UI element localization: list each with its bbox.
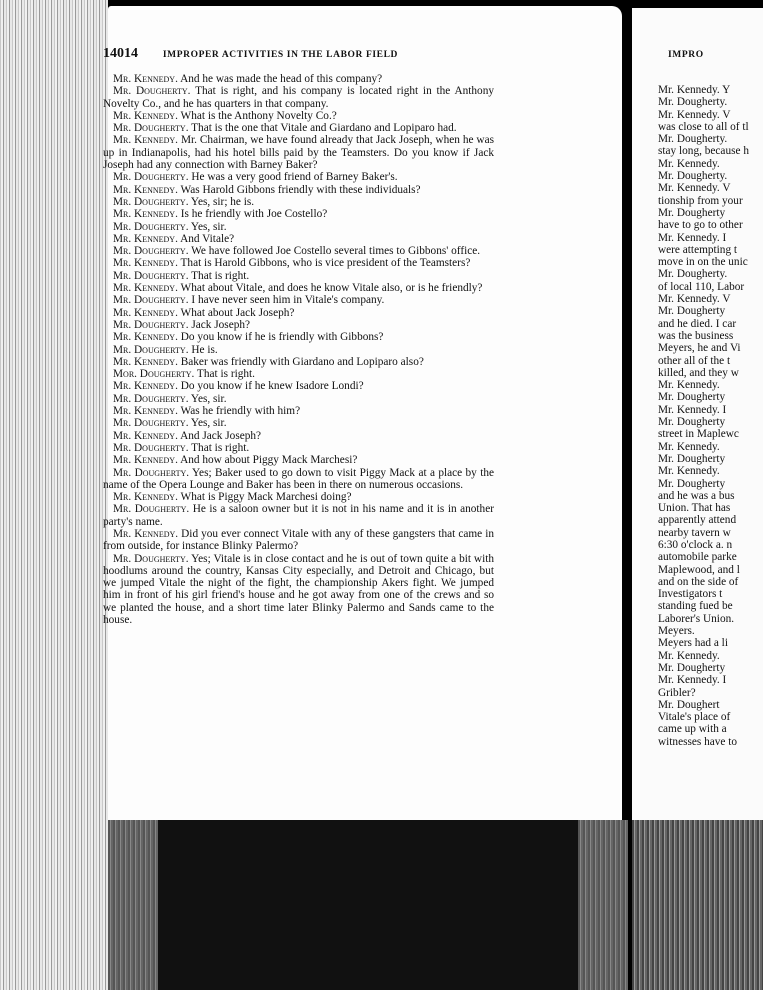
adjacent-line: automobile parke xyxy=(658,551,737,564)
speaker-name: Mr. Kennedy. xyxy=(113,282,178,295)
adjacent-line: Union. That has xyxy=(658,502,731,515)
adjacent-line: and he died. I car xyxy=(658,317,737,330)
speaker-name: Mr. Dougherty. xyxy=(113,318,189,331)
adjacent-line: Mr. Dougherty. xyxy=(658,268,728,281)
speaker-name: Mr. Dougherty. xyxy=(113,503,190,516)
transcript-paragraph xyxy=(103,405,494,417)
adjacent-line: Mr. Kennedy. xyxy=(658,440,720,453)
page-stack-bottom xyxy=(108,820,628,990)
adjacent-line: Mr. Kennedy. I xyxy=(658,231,727,244)
adjacent-line: came up with a xyxy=(658,723,727,736)
speech-text: That is the one that Vitale and Giardano and Lopiparo had. xyxy=(188,122,457,135)
adjacent-line: Meyers had a li xyxy=(658,637,728,650)
speaker-name: Mr. Dougherty. xyxy=(113,269,189,282)
speaker-name: Mr. Dougherty. xyxy=(113,171,189,184)
transcript-paragraph xyxy=(103,307,494,319)
speech-text: That is right. xyxy=(188,441,250,454)
adjacent-line: Meyers, he and Vi xyxy=(658,342,741,355)
speaker-name: Mr. Kennedy. xyxy=(113,134,179,147)
adjacent-line: tionship from your xyxy=(658,194,743,207)
transcript-paragraph xyxy=(103,553,494,627)
speaker-name: Mr. Kennedy. xyxy=(113,73,178,85)
speech-text: That is Harold Gibbons, who is vice president of the Teamsters? xyxy=(177,257,471,270)
adjacent-line: was the business xyxy=(658,329,734,342)
speech-text: He was a very good friend of Barney Baker's. xyxy=(188,171,398,184)
transcript-paragraph xyxy=(103,208,494,220)
adjacent-line: Mr. Dougherty. xyxy=(658,133,728,146)
speaker-name: Mr. Kennedy. xyxy=(113,208,178,221)
adjacent-line: and on the side of xyxy=(658,575,739,588)
speaker-name: Mr. Kennedy. xyxy=(113,491,178,504)
speech-text: He is a saloon owner but it is not in his name and it is in another party's name. xyxy=(103,503,494,528)
scan-left-margin xyxy=(0,0,108,990)
transcript-paragraph xyxy=(103,257,494,269)
transcript-paragraph xyxy=(103,331,494,343)
speech-text: Was he friendly with him? xyxy=(177,405,301,418)
speech-text: Mr. Chairman, we have found already that Jack Joseph, when he was up in Indianapolis, had his hotel bills paid by the Teamsters. Do you know if Jack Joseph had any connection with Barney Baker? xyxy=(103,134,494,172)
speech-text: Jack Joseph? xyxy=(188,318,251,331)
adjacent-line: Mr. Doughert xyxy=(658,698,720,711)
speech-text: Yes, sir. xyxy=(188,392,227,405)
transcript-paragraph xyxy=(103,491,494,503)
adjacent-line: street in Maplewc xyxy=(658,428,739,441)
speaker-name: Mr. Dougherty. xyxy=(113,122,189,135)
speech-text: Baker was friendly with Giardano and Lopiparo also? xyxy=(177,355,424,368)
speaker-name: Mr. Kennedy. xyxy=(113,257,178,270)
adjacent-line: move in on the unic xyxy=(658,256,748,269)
speech-text: Yes; Vitale is in close contact and he is out of town quite a bit with hoodlums around the country, Kansas City especially, and Detroit and Chicago, but we jumped Vitale the night of the fight, the championship Akers fight. We jumped him in front of his girl friend's house and he got away from one of the crews and so we planted the house, and a short time later Blinky Palermo and Sands came to the house. xyxy=(103,552,495,627)
transcript-paragraph xyxy=(103,245,494,257)
adjacent-line: Mr. Kennedy. xyxy=(658,157,720,170)
adjacent-line: Mr. Dougherty xyxy=(658,305,726,318)
speech-text: What is Piggy Mack Marchesi doing? xyxy=(177,491,352,504)
adjacent-line: Mr. Kennedy. V xyxy=(658,293,731,306)
transcript-paragraph xyxy=(103,430,494,442)
transcript-paragraph xyxy=(103,134,494,171)
adjacent-line: killed, and they w xyxy=(658,366,739,379)
adjacent-line: standing fued be xyxy=(658,600,733,613)
speaker-name: Mr. Kennedy. xyxy=(113,183,178,196)
adjacent-running-title: IMPRO xyxy=(668,50,704,60)
transcript-paragraph xyxy=(103,184,494,196)
transcript-paragraph xyxy=(103,282,494,294)
speaker-name: Mr. Kennedy. xyxy=(113,527,179,540)
adjacent-line: Laborer's Union. xyxy=(658,612,735,625)
adjacent-line: Mr. Dougherty xyxy=(658,661,726,674)
speaker-name: Mr. Dougherty. xyxy=(113,343,189,356)
speech-text: And how about Piggy Mack Marchesi? xyxy=(177,454,358,467)
adjacent-line: Mr. Kennedy. I xyxy=(658,674,727,687)
speech-text: What about Vitale, and does he know Vitale also, or is he friendly? xyxy=(177,282,483,295)
speech-text: Is he friendly with Joe Costello? xyxy=(177,208,328,221)
transcript-paragraph xyxy=(103,503,494,528)
transcript-paragraph xyxy=(103,122,494,134)
transcript-paragraph xyxy=(103,85,494,110)
speech-text: Was Harold Gibbons friendly with these individuals? xyxy=(177,183,421,196)
adjacent-line: Gribler? xyxy=(658,686,696,699)
speech-text: What is the Anthony Novelty Co.? xyxy=(177,109,337,122)
speaker-name: Mr. Kennedy. xyxy=(113,109,178,122)
speech-text: Yes; Baker used to go down to visit Piggy Mack at a place by the name of the Opera Lounge and Baker has been in there on numerous occasions. xyxy=(103,466,494,491)
speaker-name: Mr. Kennedy. xyxy=(113,380,178,393)
adjacent-line: Investigators t xyxy=(658,588,723,601)
speaker-name: Mr. Kennedy. xyxy=(113,331,178,344)
running-title: IMPROPER ACTIVITIES IN THE LABOR FIELD xyxy=(162,50,398,60)
adjacent-line: witnesses have to xyxy=(658,735,738,748)
speech-text: That is right. xyxy=(194,368,255,381)
adjacent-line: Mr. Dougherty. xyxy=(658,96,728,109)
speech-text: That is right. xyxy=(188,269,250,282)
speaker-name: Mr. Dougherty. xyxy=(113,294,189,307)
adjacent-line: Mr. Kennedy. I xyxy=(658,403,727,416)
speech-text: We have followed Joe Costello several times to Gibbons' office. xyxy=(188,245,481,258)
speaker-name: Mr. Kennedy. xyxy=(113,306,178,319)
adjacent-line: Mr. Kennedy. xyxy=(658,465,720,478)
transcript-body xyxy=(103,73,494,626)
transcript-paragraph xyxy=(103,221,494,233)
adjacent-line: 6:30 o'clock a. n xyxy=(658,538,733,551)
speech-text: Do you know if he is friendly with Gibbons? xyxy=(177,331,384,344)
speaker-name: Mr. Kennedy. xyxy=(113,429,178,442)
speaker-name: Mr. Kennedy. xyxy=(113,355,178,368)
adjacent-line: Mr. Kennedy. xyxy=(658,379,720,392)
adjacent-line: Mr. Dougherty xyxy=(658,452,726,465)
adjacent-line: stay long, because h xyxy=(658,145,749,158)
transcript-paragraph xyxy=(103,196,494,208)
speaker-name: Mr. Dougherty. xyxy=(113,245,189,258)
speaker-name: Mr. Kennedy. xyxy=(113,454,178,467)
adjacent-line: of local 110, Labor xyxy=(658,280,745,293)
speech-text: I have never seen him in Vitale's company. xyxy=(188,294,385,307)
speech-text: Did you ever connect Vitale with any of these gangsters that came in from outside, for instance Blinky Palermo? xyxy=(103,527,494,553)
speaker-name: Mr. Kennedy. xyxy=(113,232,178,245)
transcript-paragraph xyxy=(103,110,494,122)
transcript-paragraph xyxy=(103,319,494,331)
adjacent-line: Mr. Dougherty xyxy=(658,391,726,404)
transcript-paragraph xyxy=(103,294,494,306)
adjacent-line: Mr. Kennedy. V xyxy=(658,182,731,195)
adjacent-line: were attempting t xyxy=(658,243,738,256)
adjacent-page-stack xyxy=(632,820,763,990)
speaker-name: Mr. Dougherty. xyxy=(113,552,189,565)
transcript-paragraph xyxy=(103,393,494,405)
transcript-paragraph xyxy=(103,454,494,466)
transcript-paragraph xyxy=(103,356,494,368)
transcript-paragraph xyxy=(103,233,494,245)
speaker-name: Mr. Dougherty. xyxy=(113,392,189,405)
speech-text: Yes, sir. xyxy=(188,220,227,233)
adjacent-line: Mr. Dougherty xyxy=(658,477,726,490)
adjacent-line: apparently attend xyxy=(658,514,737,527)
transcript-paragraph xyxy=(103,528,494,553)
speech-text: Yes, sir. xyxy=(188,417,227,430)
transcript-paragraph xyxy=(103,467,494,492)
adjacent-line: and he was a bus xyxy=(658,489,735,502)
adjacent-line: Mr. Dougherty xyxy=(658,206,726,219)
adjacent-line: other all of the t xyxy=(658,354,731,367)
running-header xyxy=(103,46,503,62)
speaker-name: Mr. Kennedy. xyxy=(113,405,178,418)
speaker-name: Mr. Dougherty. xyxy=(113,417,189,430)
transcript-paragraph xyxy=(103,270,494,282)
adjacent-line: was close to all of tl xyxy=(658,120,749,133)
speaker-name: Mor. Dougherty. xyxy=(113,368,195,381)
transcript-paragraph xyxy=(103,442,494,454)
speaker-name: Mr. Dougherty. xyxy=(113,195,189,208)
adjacent-line: Meyers. xyxy=(658,625,695,638)
page-number: 14014 xyxy=(103,46,138,61)
speech-text: And Vitale? xyxy=(177,232,235,245)
speech-text: And Jack Joseph? xyxy=(177,429,262,442)
speaker-name: Mr. Dougherty. xyxy=(113,85,191,98)
speaker-name: Mr. Dougherty. xyxy=(113,466,190,479)
adjacent-line: Vitale's place of xyxy=(658,711,731,724)
adjacent-page-text xyxy=(658,84,763,748)
adjacent-line: Mr. Kennedy. xyxy=(658,649,720,662)
transcript-paragraph xyxy=(103,171,494,183)
adjacent-line: Mr. Kennedy. V xyxy=(658,108,731,121)
transcript-paragraph xyxy=(103,368,494,380)
speaker-name: Mr. Dougherty. xyxy=(113,441,189,454)
adjacent-line: have to go to other xyxy=(658,219,743,232)
transcript-paragraph xyxy=(103,417,494,429)
adjacent-line: Mr. Kennedy. Y xyxy=(658,84,731,96)
transcript-paragraph xyxy=(103,380,494,392)
speech-text: And he was made the head of this company? xyxy=(177,73,383,85)
transcript-paragraph xyxy=(103,344,494,356)
speech-text: That is right, and his company is located right in the Anthony Novelty Co., and he has quarters in that company. xyxy=(103,85,495,110)
adjacent-line: Mr. Dougherty. xyxy=(658,170,728,183)
speech-text: He is. xyxy=(188,343,218,356)
speech-text: What about Jack Joseph? xyxy=(177,306,295,319)
adjacent-line: Maplewood, and l xyxy=(658,563,740,576)
adjacent-line: nearby tavern w xyxy=(658,526,731,539)
speech-text: Yes, sir; he is. xyxy=(188,195,255,208)
transcript-paragraph xyxy=(103,73,494,85)
speaker-name: Mr. Dougherty. xyxy=(113,220,189,233)
speech-text: Do you know if he knew Isadore Londi? xyxy=(177,380,364,393)
adjacent-line: Mr. Dougherty xyxy=(658,416,726,429)
